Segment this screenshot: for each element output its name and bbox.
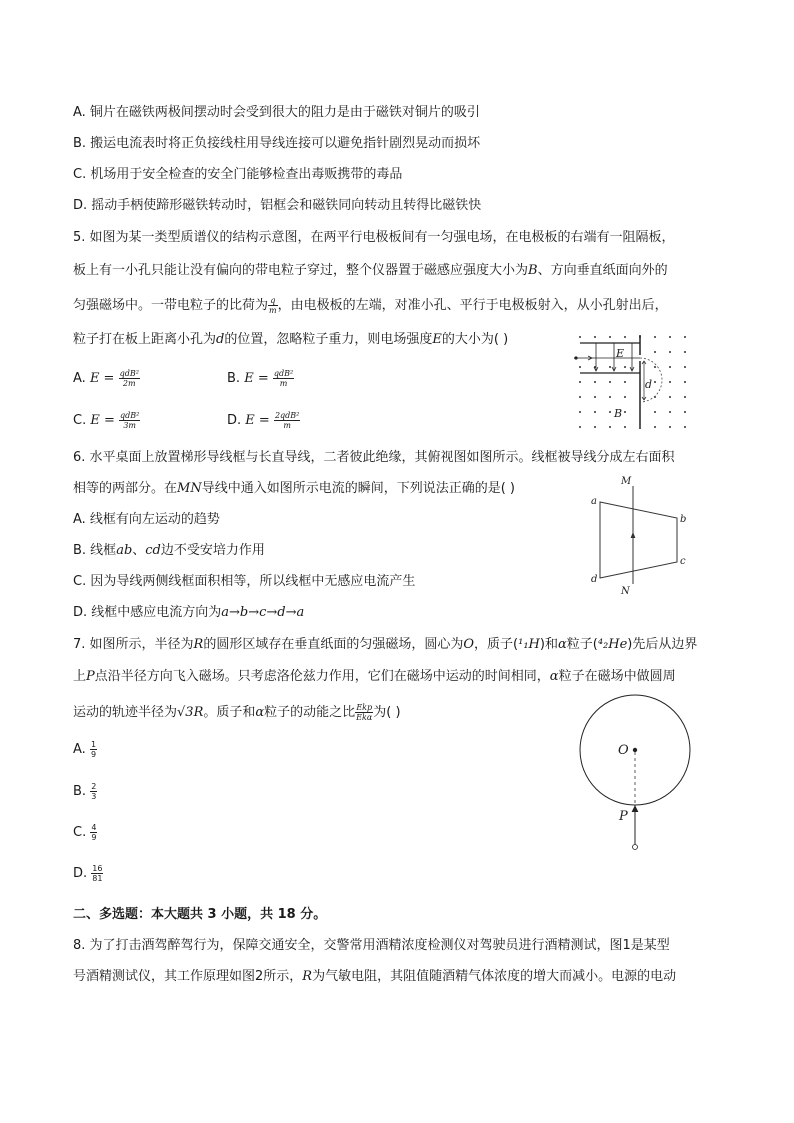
trapezoid-frame [600,502,677,578]
label-d: d [591,574,598,585]
q5-option-a: A. E = $\frac{\text{qdB²}}{2m}$ [73,369,139,388]
label-N: N [621,586,630,597]
label-B: B [614,407,623,420]
label-M: M [621,476,632,487]
q5-option-c: C. E = $\frac{\text{qdB²}}{3m}$ [73,411,140,430]
q4-option-a: A. 铜片在磁铁两极间摆动时会受到很大的阻力是由于磁铁对铜片的吸引 [73,105,480,120]
q8-stem-line1: 8. 为了打击酒驾醉驾行为，保障交通安全，交警常用酒精浓度检测仪对驾驶员进行酒精测试，图1是某型 [73,938,670,953]
q7-option-c: C. $\frac{4}{9}$ [73,823,97,842]
q6-figure [585,470,695,600]
label-b: b [680,514,687,525]
q7-stem-line3: 运动的轨迹半径为√3R。质子和α粒子的动能之比 $\frac{\text{Ekp}}{\text{Ekα}}$ 为( ) [73,703,401,722]
q5-stem-line4: 粒子打在板上距离小孔为d的位置，忽略粒子重力，则电场强度E的大小为( ) [73,332,509,347]
electric-field-arrows [594,343,634,371]
q5-stem-line3: 匀强磁场中。一带电粒子的比荷为 $\frac{q}{m}$ ，由电极板的左端，对准小孔、平行于电极板射入，从小孔射出后， [73,296,668,315]
q7-stem-line1: 7. 如图所示，半径为R的圆形区域存在垂直纸面的匀强磁场，圆心为O，质子(¹₁H)和α粒子(⁴₂He)先后从边界 [73,637,698,652]
q4-option-b: B. 搬运电流表时将正负接线柱用导线连接可以避免指针剧烈晃动而损坏 [73,136,481,151]
q6-stem-line2: 相等的两部分。在MN导线中通入如图所示电流的瞬间，下列说法正确的是( ) [73,481,515,496]
q5-figure [574,331,694,431]
label-P: P [619,809,628,824]
q7-option-a: A. $\frac{1}{9}$ [73,740,97,759]
label-E: E [616,347,625,360]
q4-option-d: D. 摇动手柄使蹄形磁铁转动时，铝框会和磁铁同向转动且转得比磁铁快 [73,198,482,213]
magnetic-field-dots [579,336,686,428]
entry-arrow [632,806,638,812]
q5-option-d: D. E = $\frac{\text{2qdB²}}{m}$ [227,411,300,430]
q5-option-b: B. E = $\frac{\text{qdB²}}{m}$ [227,369,294,388]
q7-option-d: D. $\frac{16}{81}$ [73,864,103,883]
label-a: a [591,496,597,507]
q6-option-a: A. 线框有向左运动的趋势 [73,512,220,527]
q8-stem-line2: 号酒精测试仪，其工作原理如图2所示，R为气敏电阻，其阻值随酒精气体浓度的增大而减小。电源的电动 [73,969,677,984]
q6-option-d: D. 线框中感应电流方向为a→b→c→d→a [73,605,305,620]
q7-stem-line2: 上P点沿半径方向飞入磁场。只考虑洛伦兹力作用，它们在磁场中运动的时间相同，α粒子在磁场中做圆周 [73,669,676,684]
center-point [633,748,637,752]
label-c: c [680,556,686,567]
q6-option-c: C. 因为导线两侧线框面积相等，所以线框中无感应电流产生 [73,574,416,589]
q5-stem-line1: 5. 如图为某一类型质谱仪的结构示意图，在两平行电极板间有一匀强电场，在电极板的右端有一阻隔板， [73,230,675,245]
section2-heading: 二、多选题：本大题共 3 小题，共 18 分。 [73,907,327,922]
q7-figure [575,690,700,855]
q5-stem-line2: 板上有一小孔只能让没有偏向的带电粒子穿过，整个仪器置于磁感应强度大小为B、方向垂直纸面向外的 [73,263,668,278]
q7-option-b: B. $\frac{2}{3}$ [73,782,97,801]
label-O: O [618,743,629,758]
label-d: d [645,378,653,391]
q4-option-c: C. 机场用于安全检查的安全门能够检查出毒贩携带的毒品 [73,167,403,182]
q6-stem-line1: 6. 水平桌面上放置梯形导线框与长直导线，二者彼此绝缘，其俯视图如图所示。线框被导线分成左右面积 [73,450,675,465]
current-arrow [631,533,635,538]
q6-option-b: B. 线框ab、cd边不受安培力作用 [73,543,265,558]
